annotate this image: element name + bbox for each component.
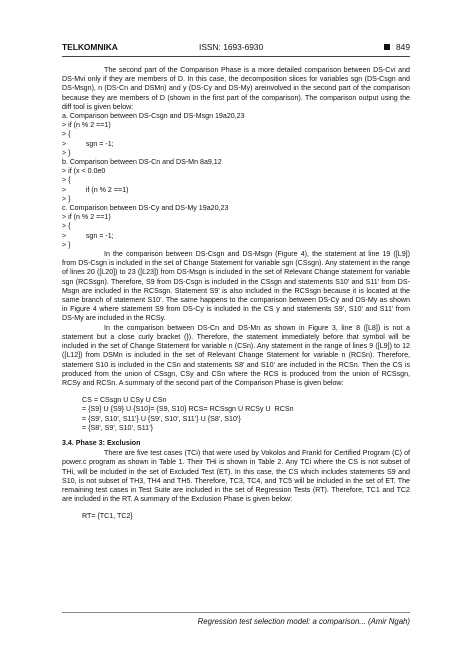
code-line: > { [62, 130, 71, 139]
square-bullet-icon [384, 44, 390, 50]
code-line: > { [62, 176, 71, 185]
code-line: > sgn = -1; [62, 231, 114, 240]
code-line: > } [62, 240, 71, 249]
equation-line: = {S9’, S10’, S11’} U {S9’, S10’, S11’} U {S8’, S10’} [82, 414, 241, 423]
code-line: a. Comparison between DS-Csgn and DS-Msgn 19a20,23 [62, 112, 245, 121]
code-line: > sgn = -1; [62, 139, 114, 148]
running-footer: Regression test selection model: a comparison... (Amir Ngah) [197, 617, 410, 626]
code-line: b. Comparison between DS-Cn and DS-Mn 8a9,12 [62, 158, 222, 167]
page-header [62, 42, 410, 56]
equation-line: CS = CSsgn U CSy U CSn [82, 396, 167, 405]
code-line: > if (n % 2 ==1) [62, 121, 111, 130]
page-body [62, 66, 410, 522]
paragraph-n-comparison: In the comparison between DS-Cn and DS-Mn as shown in Figure 3, line 8 ([L8]) is not a statement but a close curly bracket (}). Therefore, the statement immediately before that symbol will be included in the set of Change Statement for variable n (CSn). Any statement in the range of lines 9 ([L9]) to 12 ([L12]) from DSMn is included in the set of Relevant Change Statement for variable n (RCSn). Therefore, statement S10 is included in the CSn and statements S8’ and S10’ are included in the RCSn. Then the CS is produced from the union of CSsgn, CSy and CSn where the RCS is produced from the union of RCSsgn, RCSy and RCSn. A summary of the second part of the Comparison Phase is given below: [62, 323, 410, 387]
cs-equations [62, 396, 410, 433]
issn-label: ISSN: 1693-6930 [199, 42, 264, 52]
paragraph-comparison-intro: The second part of the Comparison Phase is a more detailed comparison between DS-Cvi and DS-Mvi only if they are members of D. In this case, the decomposition slices for variables sgn (DS-Csgn and DS-Msgn), n (DS-Cn and DSMn) and y (DS-Cy and DS-My) areinvolved in the second part of the comparison because they are members of D (shown in the first part of the comparison). The comparison output using the diff tool is given below: [62, 66, 410, 111]
paragraph-sgn-comparison: In the comparison between DS-Csgn and DS-Msgn (Figure 4), the statement at line 19 ([L9]) from DS-Csgn is included in the set of Change Statement for variable sgn (CSsgn). Any statement in the range of lines 20 ([L20]) to 23 ([L23]) from DS-Msgn is included in the set of Relevant Change statement for variable sgn (RCSsgn). Therefore, S9 from DS-Csgn is included in the CSsgn and statements S10’ and S11’ from DS-Msgn are included in the RCSsgn. Statement S9’ is also included in the RCSsgn because it is located at the same branch of statement S10’. The same happens to the comparison between DS-Cy and DS-My as shown in Figure 4 where statement S9 from DS-Cy is included in the CS y and statements S9’, S10’ and S11’ from DS-My are included in the RCSy. [62, 250, 410, 323]
code-line: > if (n % 2 ==1) [62, 185, 129, 194]
diff-output [62, 112, 410, 250]
paragraph-exclusion: There are five test cases (TCi) that were used by Vokolos and Frankl for Certified Program (C) of power.c program as shown in Table 1. Their THi is shown in Table 2. Any TCi where the CS is not subset of THi, will be included in the set of Excluded Test (ET). In this case, the CS which includes statements S9 and S10, is not subset of TH3, TH4 and TH5. Therefore, TC3, TC4, and TC5 will be included in the set of ET. The remaining test cases in Test Suite are included in the set of Regression Tests (RT). Therefore, TC1 and TC2 are included in the RT. A summary of the Exclusion Phase is given below: [62, 449, 410, 504]
equation-line: = {S8’, S9’, S10’, S11’} [82, 423, 154, 432]
journal-name: TELKOMNIKA [62, 42, 118, 52]
rt-equation: RT= {TC1, TC2} [82, 512, 133, 521]
code-line: c. Comparison between DS-Cy and DS-My 19a20,23 [62, 204, 229, 213]
code-line: > { [62, 222, 71, 231]
header-rule [62, 56, 410, 57]
code-line: > if (n % 2 ==1) [62, 213, 111, 222]
section-heading: 3.4. Phase 3: Exclusion [62, 438, 141, 447]
code-line: > if (x < 0.0e0 [62, 167, 106, 176]
page-number: 849 [396, 42, 410, 52]
code-line: > } [62, 148, 71, 157]
code-line: > } [62, 194, 71, 203]
equation-line: = {S9} U {S9} U {S10}= {S9, S10} RCS= RCSsgn U RCSy U RCSn [82, 405, 294, 414]
footer-rule [62, 612, 410, 613]
